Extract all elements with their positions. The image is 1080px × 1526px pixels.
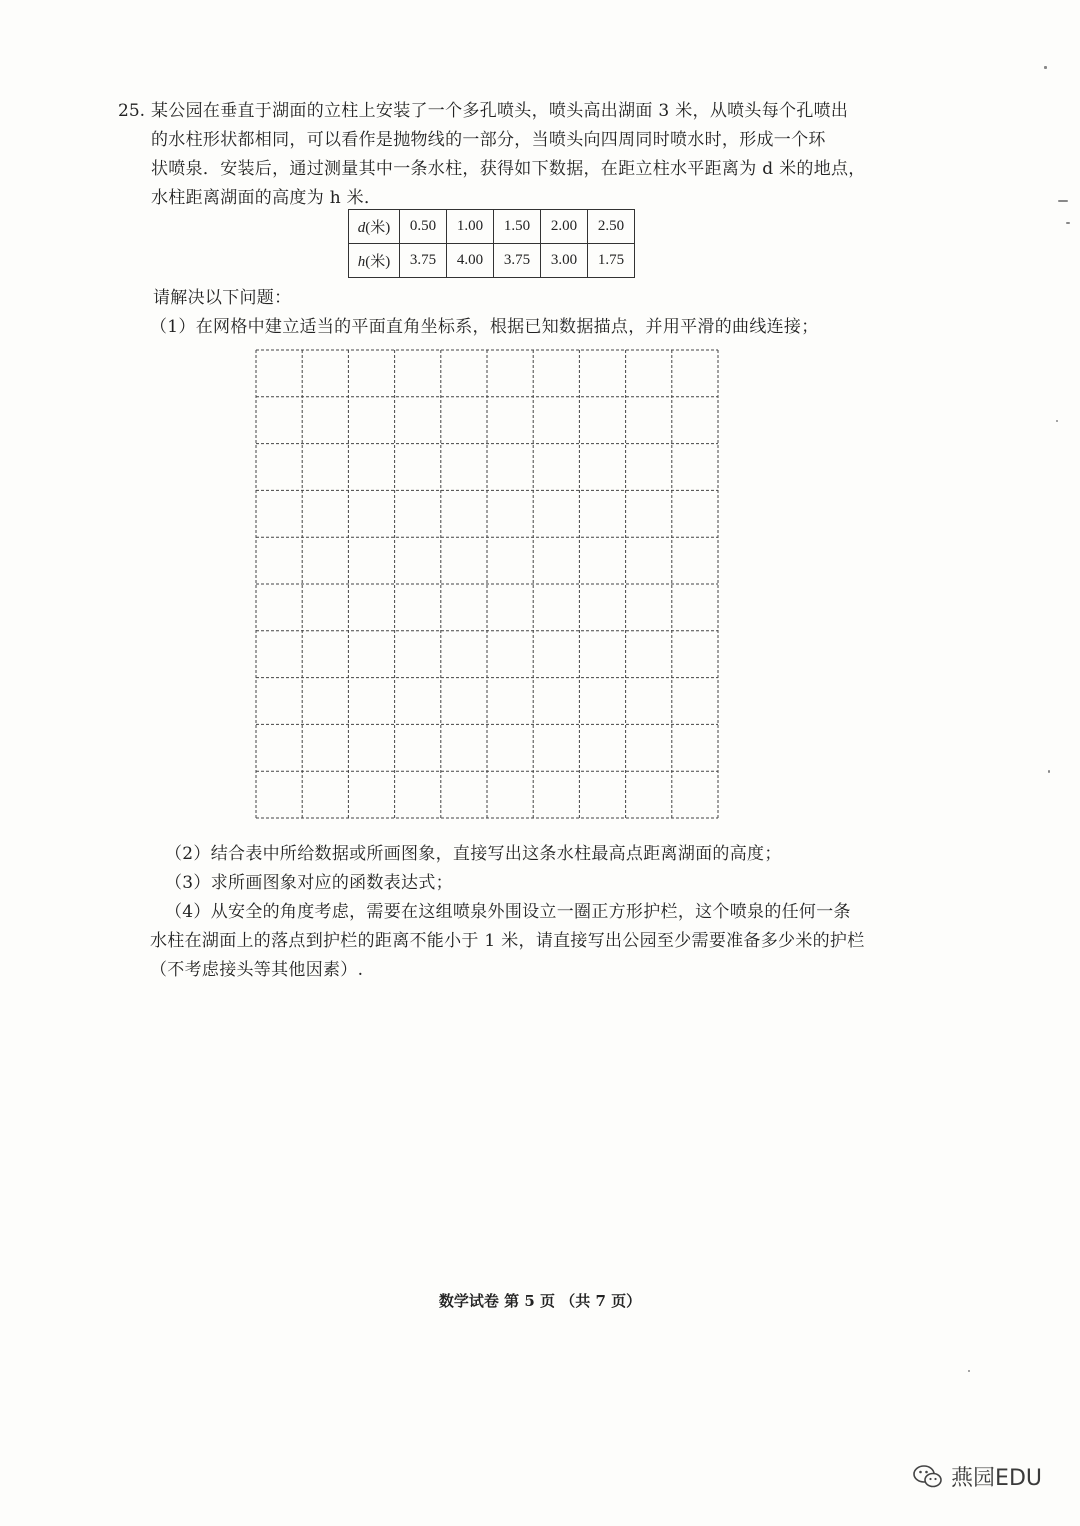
- scan-speck: [1056, 420, 1058, 422]
- grid-svg: [255, 349, 719, 819]
- question-line-4: 水柱距离湖面的高度为 h 米．: [151, 188, 382, 208]
- cell-h-1: 3.75: [400, 244, 447, 278]
- data-table: [348, 209, 635, 278]
- part-4-line-3: （不考虑接头等其他因素）.: [150, 960, 364, 980]
- var-h: h: [357, 254, 366, 270]
- scan-speck: [1044, 66, 1047, 69]
- part-3-text: （3）求所画图象对应的函数表达式；: [165, 873, 453, 893]
- question-number: 25.: [118, 101, 146, 121]
- cell-h-2: 4.00: [447, 244, 494, 278]
- part-4-line-1: （4）从安全的角度考虑，需要在这组喷泉外围设立一圈正方形护栏，这个喷泉的任何一条: [165, 902, 851, 922]
- cell-d-3: 1.50: [494, 210, 541, 244]
- row-header-h: [349, 244, 400, 278]
- answer-grid: [255, 349, 719, 823]
- cell-d-4: 2.00: [541, 210, 588, 244]
- unit-h: (米): [365, 254, 391, 270]
- scan-speck: [1058, 200, 1068, 202]
- question-line-2: 的水柱形状都相同，可以看作是抛物线的一部分，当喷头向四周同时喷水时，形成一个环: [151, 130, 826, 150]
- scan-speck: [1066, 222, 1070, 224]
- question-line-1: 某公园在垂直于湖面的立柱上安装了一个多孔喷头，喷头高出湖面 3 米，从喷头每个孔喷出: [151, 101, 849, 121]
- question-line-3: 状喷泉．安装后，通过测量其中一条水柱，获得如下数据，在距立柱水平距离为 d 米的地点，: [151, 159, 866, 179]
- prompt-text: 请解决以下问题：: [153, 288, 292, 308]
- cell-d-5: 2.50: [588, 210, 635, 244]
- cell-d-2: 1.00: [447, 210, 494, 244]
- cell-h-3: 3.75: [494, 244, 541, 278]
- scan-speck: [968, 1370, 970, 1372]
- table-row-d: [349, 210, 635, 244]
- scan-speck: [1048, 770, 1050, 773]
- cell-d-1: 0.50: [400, 210, 447, 244]
- part-2-text: （2）结合表中所给数据或所画图象，直接写出这条水柱最高点距离湖面的高度；: [165, 844, 782, 864]
- var-d: d: [357, 220, 366, 236]
- watermark-text: 燕园EDU: [951, 1466, 1042, 1491]
- unit-d: (米): [365, 220, 391, 236]
- part-4-line-2: 水柱在湖面上的落点到护栏的距离不能小于 1 米，请直接写出公园至少需要准备多少米的护栏: [150, 931, 865, 951]
- cell-h-4: 3.00: [541, 244, 588, 278]
- watermark: [913, 1461, 1042, 1492]
- page-footer: 数学试卷 第 5 页 （共 7 页）: [438, 1292, 642, 1310]
- cell-h-5: 1.75: [588, 244, 635, 278]
- wechat-icon: [913, 1464, 943, 1490]
- row-header-d: [349, 210, 400, 244]
- table-row-h: [349, 244, 635, 278]
- part-1-text: （1）在网格中建立适当的平面直角坐标系，根据已知数据描点，并用平滑的曲线连接；: [150, 317, 819, 337]
